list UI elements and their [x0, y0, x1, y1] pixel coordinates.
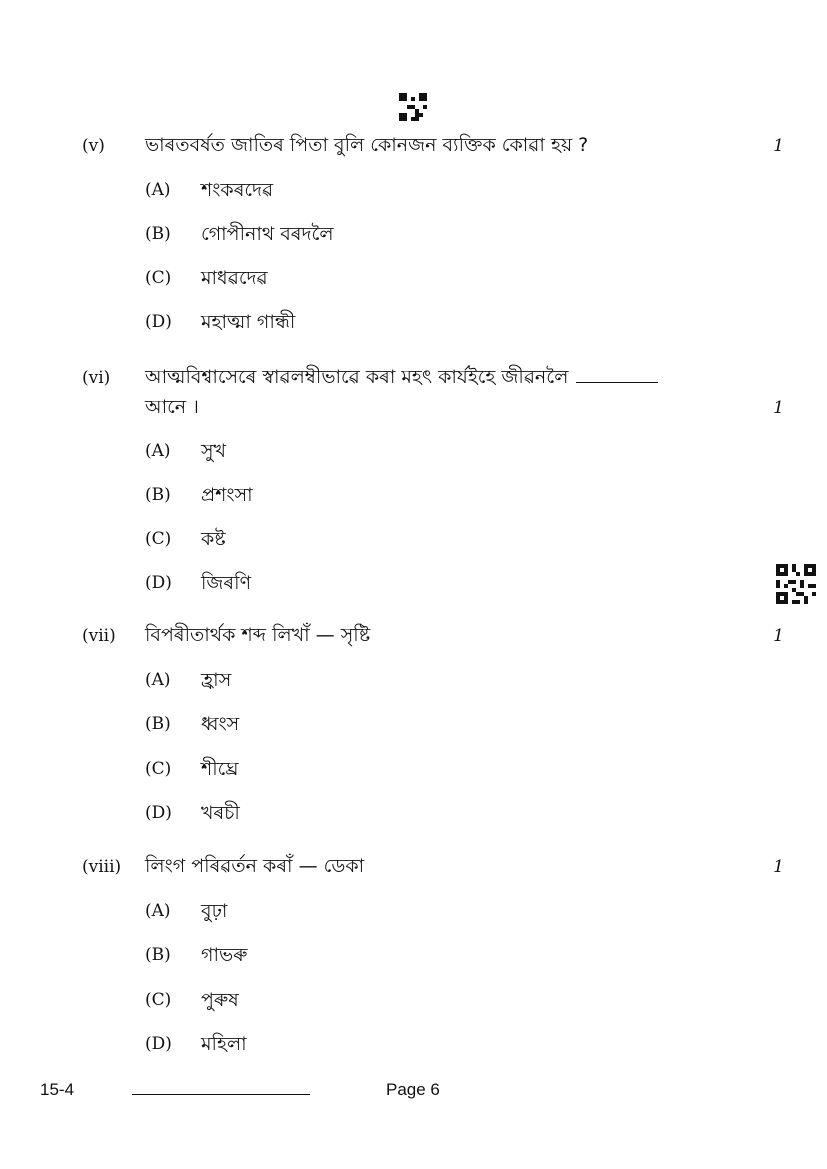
option-label: (C) — [145, 529, 172, 549]
option-text: জিৰণি — [201, 572, 252, 594]
option-label: (D) — [145, 1034, 172, 1054]
option-text: বুঢ়া — [201, 900, 228, 922]
question-marks: 1 — [773, 136, 784, 156]
option-text: প্ৰশংসা — [201, 484, 253, 506]
option-text: খৰচী — [201, 802, 240, 824]
question-text: বিপৰীতাৰ্থক শব্দ লিখাঁ — সৃষ্টি — [145, 624, 371, 646]
question-text-continued: আনে । — [145, 396, 199, 418]
option-label: (B) — [145, 714, 171, 734]
option-text: শংকৰদেৱ — [201, 179, 274, 201]
question-marks: 1 — [773, 857, 784, 877]
question-text: লিংগ পৰিৱৰ্তন কৰাঁ — ডেকা — [145, 855, 365, 877]
option-text: কষ্ট — [201, 528, 226, 550]
question-text: আত্মবিশ্বাসেৰে স্বাৱলম্বীভাৱে কৰা মহৎ কাৰ্যইহে জীৱনলৈ — [145, 366, 569, 388]
qr-code-top — [399, 93, 427, 121]
option-text: মহিলা — [201, 1033, 247, 1055]
paper-code: 15-4 — [40, 1080, 75, 1099]
option-label: (C) — [145, 759, 172, 779]
option-text: মহাত্মা গান্ধী — [201, 311, 296, 333]
option-label: (D) — [145, 803, 172, 823]
qr-code-side — [776, 564, 816, 604]
footer-divider — [132, 1094, 310, 1095]
question-text-block — [145, 362, 745, 422]
option-label: (A) — [145, 670, 171, 690]
option-label: (A) — [145, 441, 171, 461]
option-text: গাভৰু — [201, 944, 248, 966]
option-label: (B) — [145, 945, 171, 965]
option-text: শীঘ্ৰে — [201, 758, 239, 780]
question-text: ভাৰতবৰ্ষত জাতিৰ পিতা বুলি কোনজন ব্যক্তিক কোৱা হয় ? — [145, 134, 589, 156]
option-label: (D) — [145, 312, 172, 332]
option-text: মাধৱদেৱ — [201, 267, 268, 289]
option-text: পুৰুষ — [201, 989, 239, 1011]
question-number: (vi) — [82, 368, 111, 388]
question-marks: 1 — [773, 398, 784, 418]
option-label: (C) — [145, 268, 172, 288]
option-text: গোপীনাথ বৰদলৈ — [201, 223, 334, 245]
option-label: (A) — [145, 901, 171, 921]
question-number: (vii) — [82, 626, 116, 646]
answer-blank — [576, 366, 658, 383]
option-label: (C) — [145, 990, 172, 1010]
question-number: (v) — [82, 136, 105, 156]
question-marks: 1 — [773, 626, 784, 646]
option-text: সুখ — [201, 440, 227, 462]
option-label: (A) — [145, 180, 171, 200]
option-label: (B) — [145, 485, 171, 505]
option-label: (B) — [145, 224, 171, 244]
page-number: Page 6 — [386, 1080, 440, 1099]
option-label: (D) — [145, 573, 172, 593]
question-number: (viii) — [82, 857, 122, 877]
option-text: হ্ৰাস — [201, 669, 232, 691]
option-text: ধ্বংস — [201, 713, 240, 735]
